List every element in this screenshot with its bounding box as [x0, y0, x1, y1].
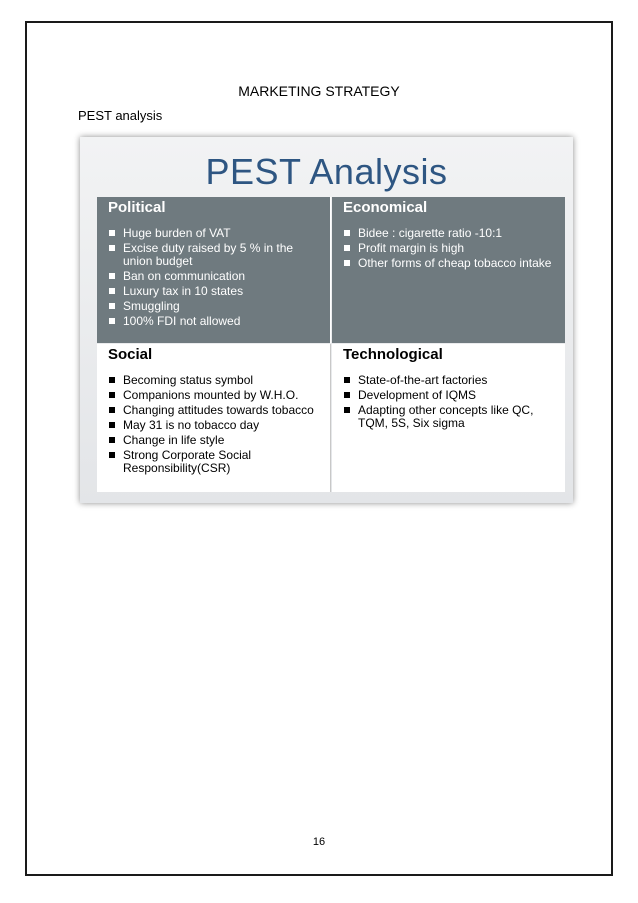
list-item-text: Other forms of cheap tobacco intake [358, 256, 552, 270]
list-item [103, 242, 324, 268]
quadrant-title: Technological [343, 346, 443, 363]
section-subheading: PEST analysis [78, 108, 163, 123]
square-bullet-icon [344, 407, 350, 413]
list-item [103, 434, 324, 447]
bullet-list [103, 227, 324, 328]
square-bullet-icon [344, 230, 350, 236]
list-item-text: Ban on communication [123, 269, 246, 283]
list-item-text: Change in life style [123, 433, 225, 447]
list-item [103, 389, 324, 402]
quadrant-title: Social [108, 346, 153, 363]
pest-grid [97, 197, 565, 631]
page-heading: MARKETING STRATEGY [238, 83, 400, 99]
list-item-text: Profit margin is high [358, 241, 465, 255]
list-item [338, 257, 559, 270]
quadrant-title: Political [108, 199, 166, 216]
slide-title: PEST Analysis [205, 151, 448, 192]
page-number: 16 [312, 836, 326, 848]
quadrant-political [97, 197, 331, 343]
quadrant-title: Economical [343, 199, 428, 216]
list-item [103, 315, 324, 328]
bullet-list [103, 374, 324, 475]
square-bullet-icon [109, 422, 115, 428]
square-bullet-icon [109, 452, 115, 458]
list-item [103, 270, 324, 283]
square-bullet-icon [344, 245, 350, 251]
square-bullet-icon [109, 303, 115, 309]
square-bullet-icon [109, 230, 115, 236]
list-item-text: Bidee : cigarette ratio -10:1 [358, 226, 503, 240]
square-bullet-icon [109, 407, 115, 413]
list-item [103, 404, 324, 417]
list-item [338, 374, 559, 387]
square-bullet-icon [109, 288, 115, 294]
list-item-text: Changing attitudes towards tobacco [123, 403, 314, 417]
list-item [103, 374, 324, 387]
list-item [103, 227, 324, 240]
list-item-text: Companions mounted by W.H.O. [123, 388, 299, 402]
list-item [338, 404, 559, 430]
square-bullet-icon [344, 377, 350, 383]
bullet-list [338, 227, 559, 270]
list-item [338, 242, 559, 255]
list-item-text: Adapting other concepts like QC, TQM, 5S, Six sigma [358, 403, 534, 430]
list-item-text: Development of IQMS [358, 388, 477, 402]
square-bullet-icon [109, 392, 115, 398]
quadrant-economical [332, 197, 565, 343]
list-item-text: May 31 is no tobacco day [123, 418, 260, 432]
list-item-text: 100% FDI not allowed [123, 314, 241, 328]
square-bullet-icon [109, 273, 115, 279]
square-bullet-icon [344, 392, 350, 398]
square-bullet-icon [109, 318, 115, 324]
square-bullet-icon [109, 245, 115, 251]
quadrant-social [97, 344, 331, 492]
list-item [338, 389, 559, 402]
bullet-list [338, 374, 559, 430]
square-bullet-icon [344, 260, 350, 266]
square-bullet-icon [109, 377, 115, 383]
list-item-text: State-of-the-art factories [358, 373, 488, 387]
list-item [103, 300, 324, 313]
list-item [103, 285, 324, 298]
list-item-text: Huge burden of VAT [123, 226, 231, 240]
list-item-text: Excise duty raised by 5 % in the union budget [123, 241, 294, 268]
list-item [103, 419, 324, 432]
list-item [103, 449, 324, 475]
list-item-text: Luxury tax in 10 states [123, 284, 244, 298]
quadrant-technological [332, 344, 565, 492]
list-item-text: Becoming status symbol [123, 373, 254, 387]
list-item [338, 227, 559, 240]
list-item-text: Strong Corporate Social Responsibility(CSR) [123, 448, 252, 475]
list-item-text: Smuggling [123, 299, 180, 313]
square-bullet-icon [109, 437, 115, 443]
pest-slide-image [80, 137, 573, 503]
